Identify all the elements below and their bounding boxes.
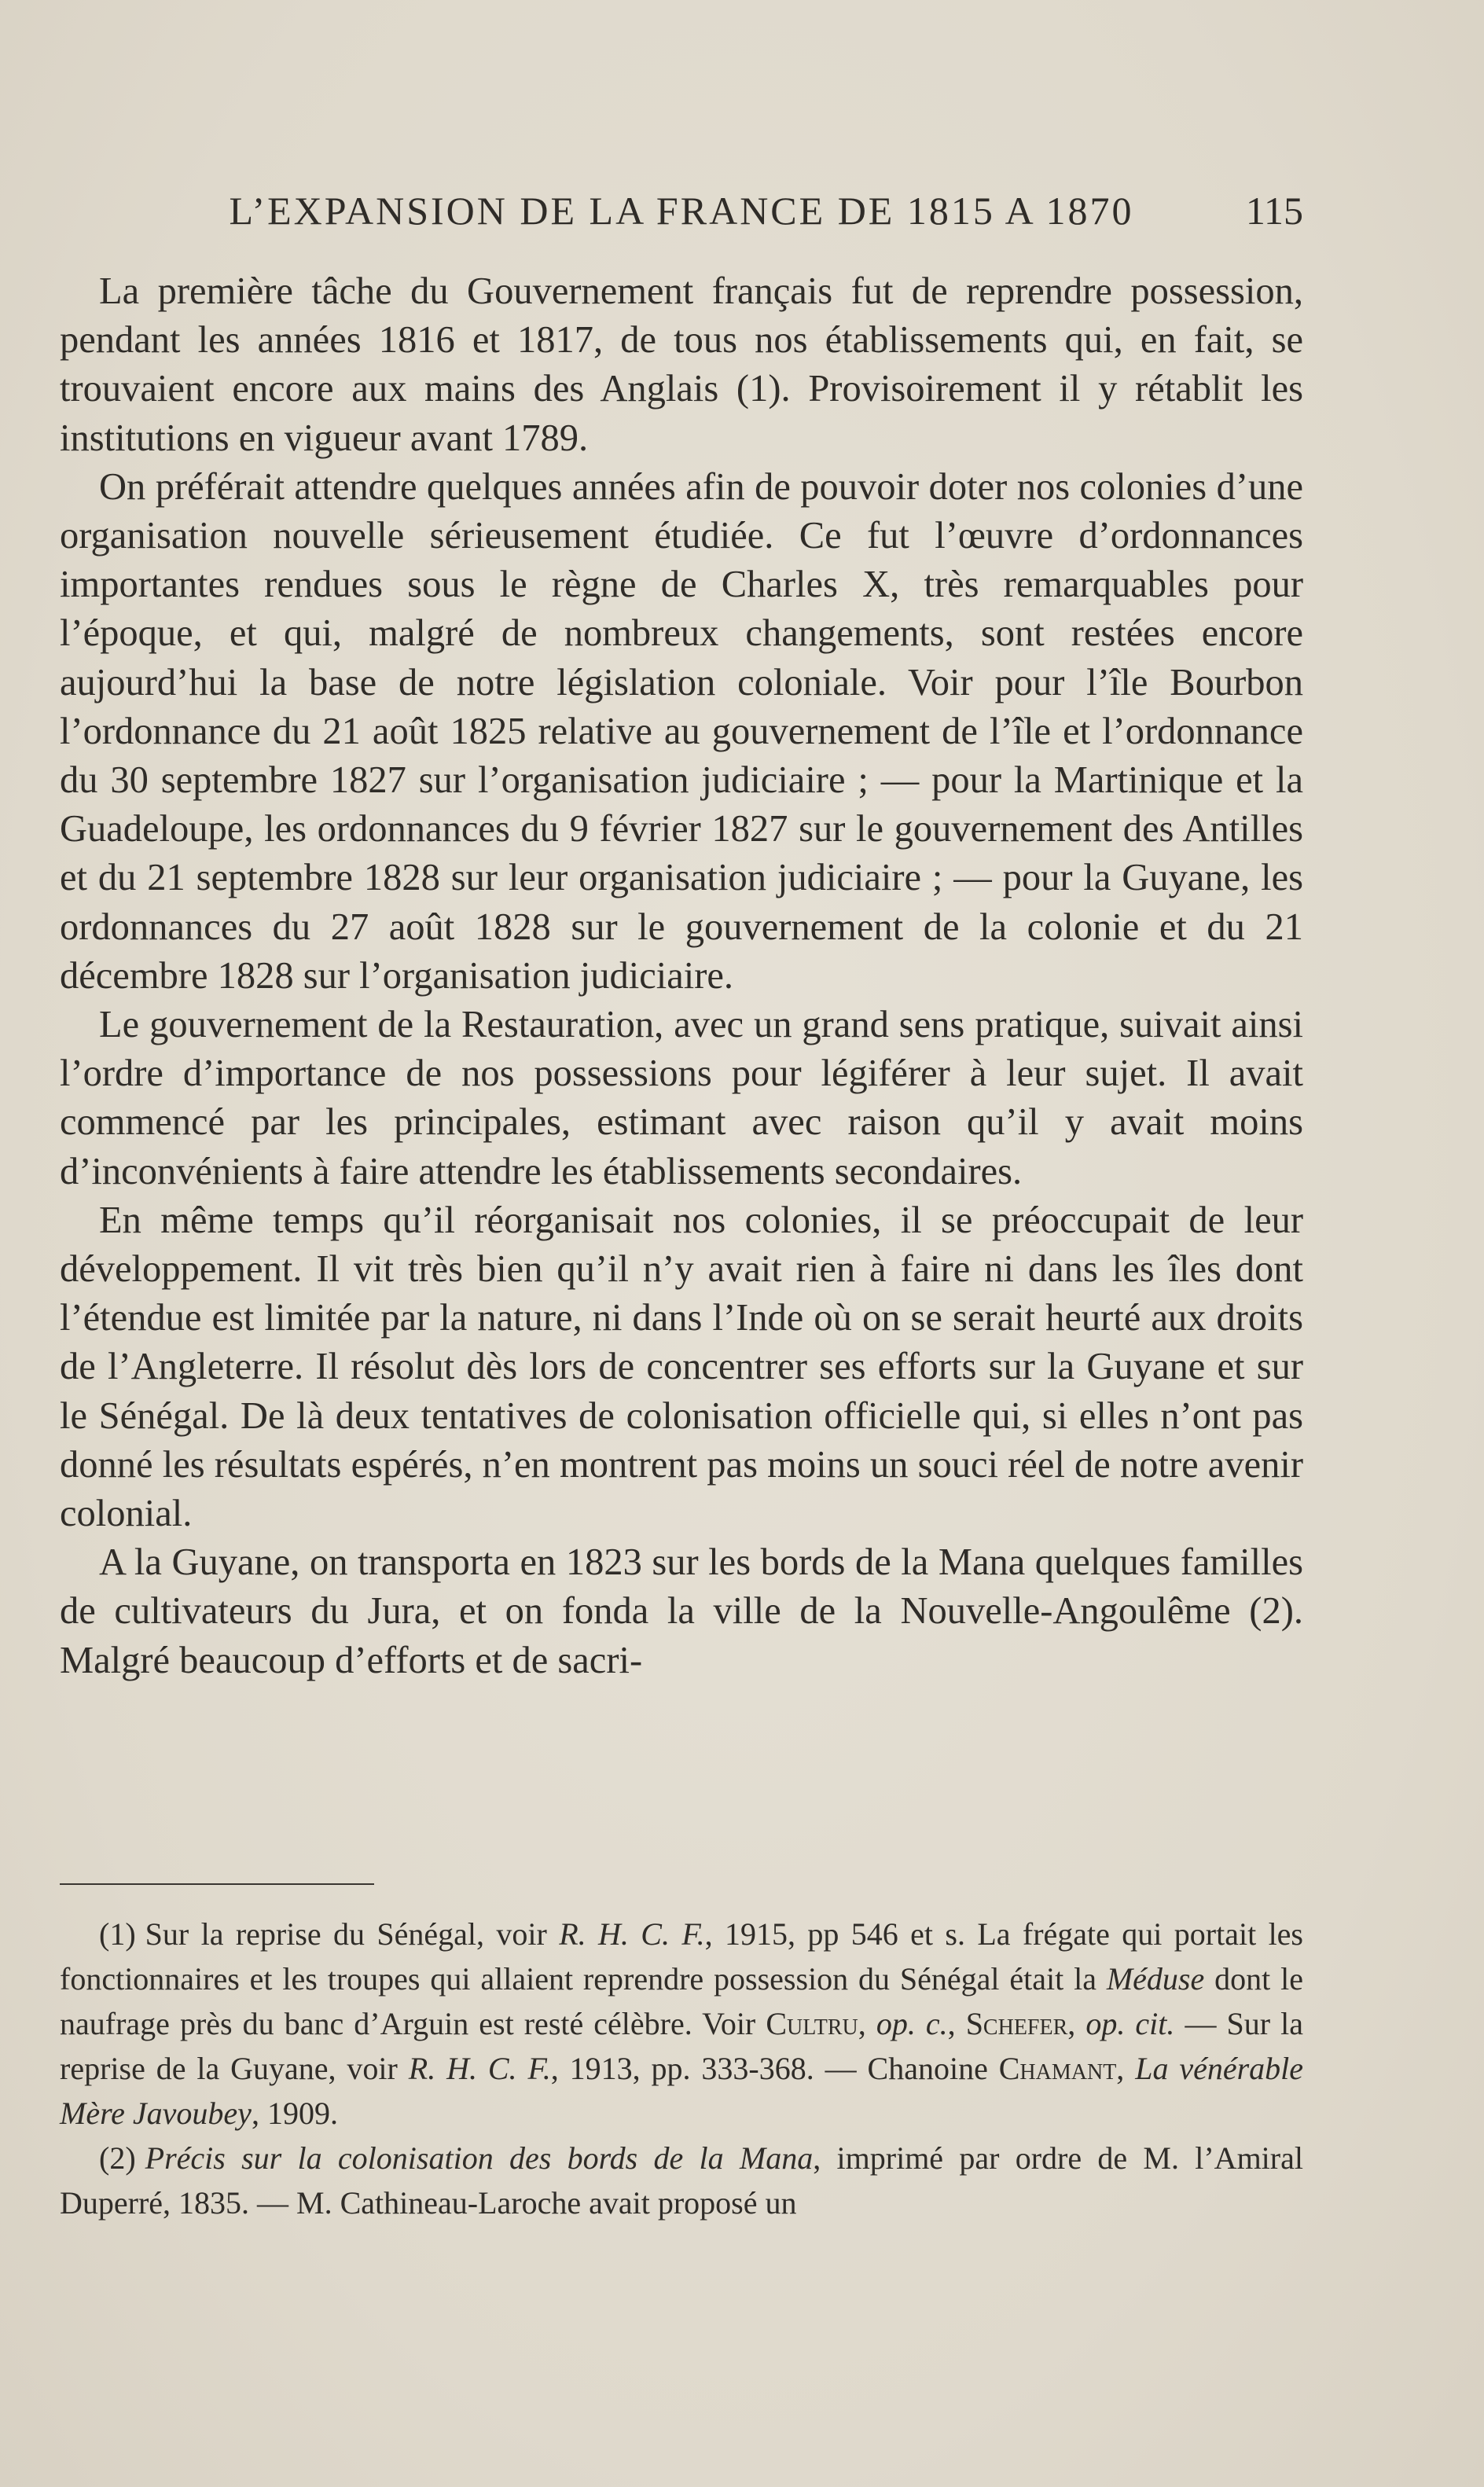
footnote-text: Sur la reprise du Sénégal, voir (145, 1916, 547, 1952)
page-number: 115 (1245, 189, 1303, 233)
paragraph: Le gouvernement de la Restauration, avec un grand sens pratique, suivait ainsi l’ordre d’importance de nos possessions pour légiférer à leur sujet. Il avait commencé par les principales, estimant avec raison qu’il y avait moins d’inconvénients à faire attendre les établissements secondaires. (60, 1004, 1303, 1192)
author-name: Schefer (965, 2006, 1068, 2041)
footnote-text: , (947, 2006, 956, 2041)
citation-abbreviation: op. c. (876, 2006, 948, 2041)
footnotes (60, 1912, 1303, 2225)
footnote-text: dont le naufrage près du banc d’Arguin est resté célèbre. Voir (60, 1961, 1303, 2041)
footnote-text: — Sur la reprise de la Guyane, voir (60, 2006, 1304, 2086)
citation-abbreviation: op. cit. (1085, 2006, 1175, 2041)
book-title: La vénérable Mère Javoubey (60, 2051, 1304, 2131)
footnote-text: , 1913, pp. 333-368. — Chanoine (550, 2051, 988, 2086)
paragraph: En même temps qu’il réorganisait nos colonies, il se préoccupait de leur développement. Il vit très bien qu’il n’y avait rien à faire ni dans les îles dont l’étendue est limitée par la nature, ni dans l’Inde où on se serait heurté aux droits de l’Angleterre. Il résolut dès lors de concentrer ses efforts sur la Guyane et sur le Sénégal. De là deux tentatives de colonisation officielle qui, si elles n’ont pas donné les résultats espérés, n’en montrent pas moins un souci réel de notre avenir colonial. (60, 1199, 1303, 1535)
footnote-1 (60, 1912, 1303, 2136)
footnote-text: , imprimé par ordre de M. l’Amiral Duperré, 1835. — M. Cathineau-Laroche avait proposé un (60, 2140, 1303, 2221)
footnote-text: , 1909. (251, 2096, 338, 2131)
footnote-text: , 1915, pp 546 et s. La frégate qui portait les fonctionnaires et les troupes qui allaient reprendre possession du Sénégal était la (60, 1916, 1303, 1997)
footnote-2 (60, 2136, 1303, 2225)
footnote-text: , (1116, 2051, 1125, 2086)
book-title: Précis sur la colonisation des bords de la Mana (145, 2140, 814, 2176)
running-title: L’EXPANSION DE LA FRANCE DE 1815 A 1870 (229, 189, 1134, 233)
source-abbreviation: R. H. C. F. (408, 2051, 551, 2086)
footnote-text: , (858, 2006, 866, 2041)
paragraph: A la Guyane, on transporta en 1823 sur les bords de la Mana quelques familles de cultivateurs du Jura, et on fonda la ville de la Nouvelle-Angoulême (2). Malgré beaucoup d’efforts et de sacri- (60, 1541, 1303, 1681)
body-text (60, 267, 1303, 1685)
author-name: Cultru (766, 2006, 858, 2041)
source-abbreviation: R. H. C. F. (559, 1916, 705, 1952)
footnote-divider (60, 1883, 374, 1885)
author-name: Chamant (998, 2051, 1117, 2086)
running-header (60, 179, 1303, 242)
footnote-number: (1) (99, 1916, 136, 1952)
footnote-text: , (1067, 2006, 1076, 2041)
ship-name: Méduse (1106, 1961, 1205, 1997)
paragraph: On préférait attendre quelques années afin de pouvoir doter nos colonies d’une organisation nouvelle sérieusement étudiée. Ce fut l’œuvre d’ordonnances importantes rendues sous le règne de Charles X, très remarquables pour l’époque, et qui, malgré de nombreux changements, sont restées encore aujourd’hui la base de notre législation coloniale. Voir pour l’île Bourbon l’ordonnance du 21 août 1825 relative au gouvernement de l’île et l’ordonnance du 30 septembre 1827 sur l’organisation judiciaire ; — pour la Martinique et la Guadeloupe, les ordonnances du 9 février 1827 sur le gouvernement des Antilles et du 21 septembre 1828 sur leur organisation judiciaire ; — pour la Guyane, les ordonnances du 27 août 1828 sur le gouvernement de la colonie et du 21 décembre 1828 sur l’organisation judiciaire. (60, 465, 1303, 997)
footnote-number: (2) (99, 2140, 136, 2176)
paragraph: La première tâche du Gouvernement français fut de reprendre possession, pendant les années 1816 et 1817, de tous nos établissements qui, en fait, se trouvaient encore aux mains des Anglais (1). Provisoirement il y rétablit les institutions en vigueur avant 1789. (60, 270, 1303, 459)
